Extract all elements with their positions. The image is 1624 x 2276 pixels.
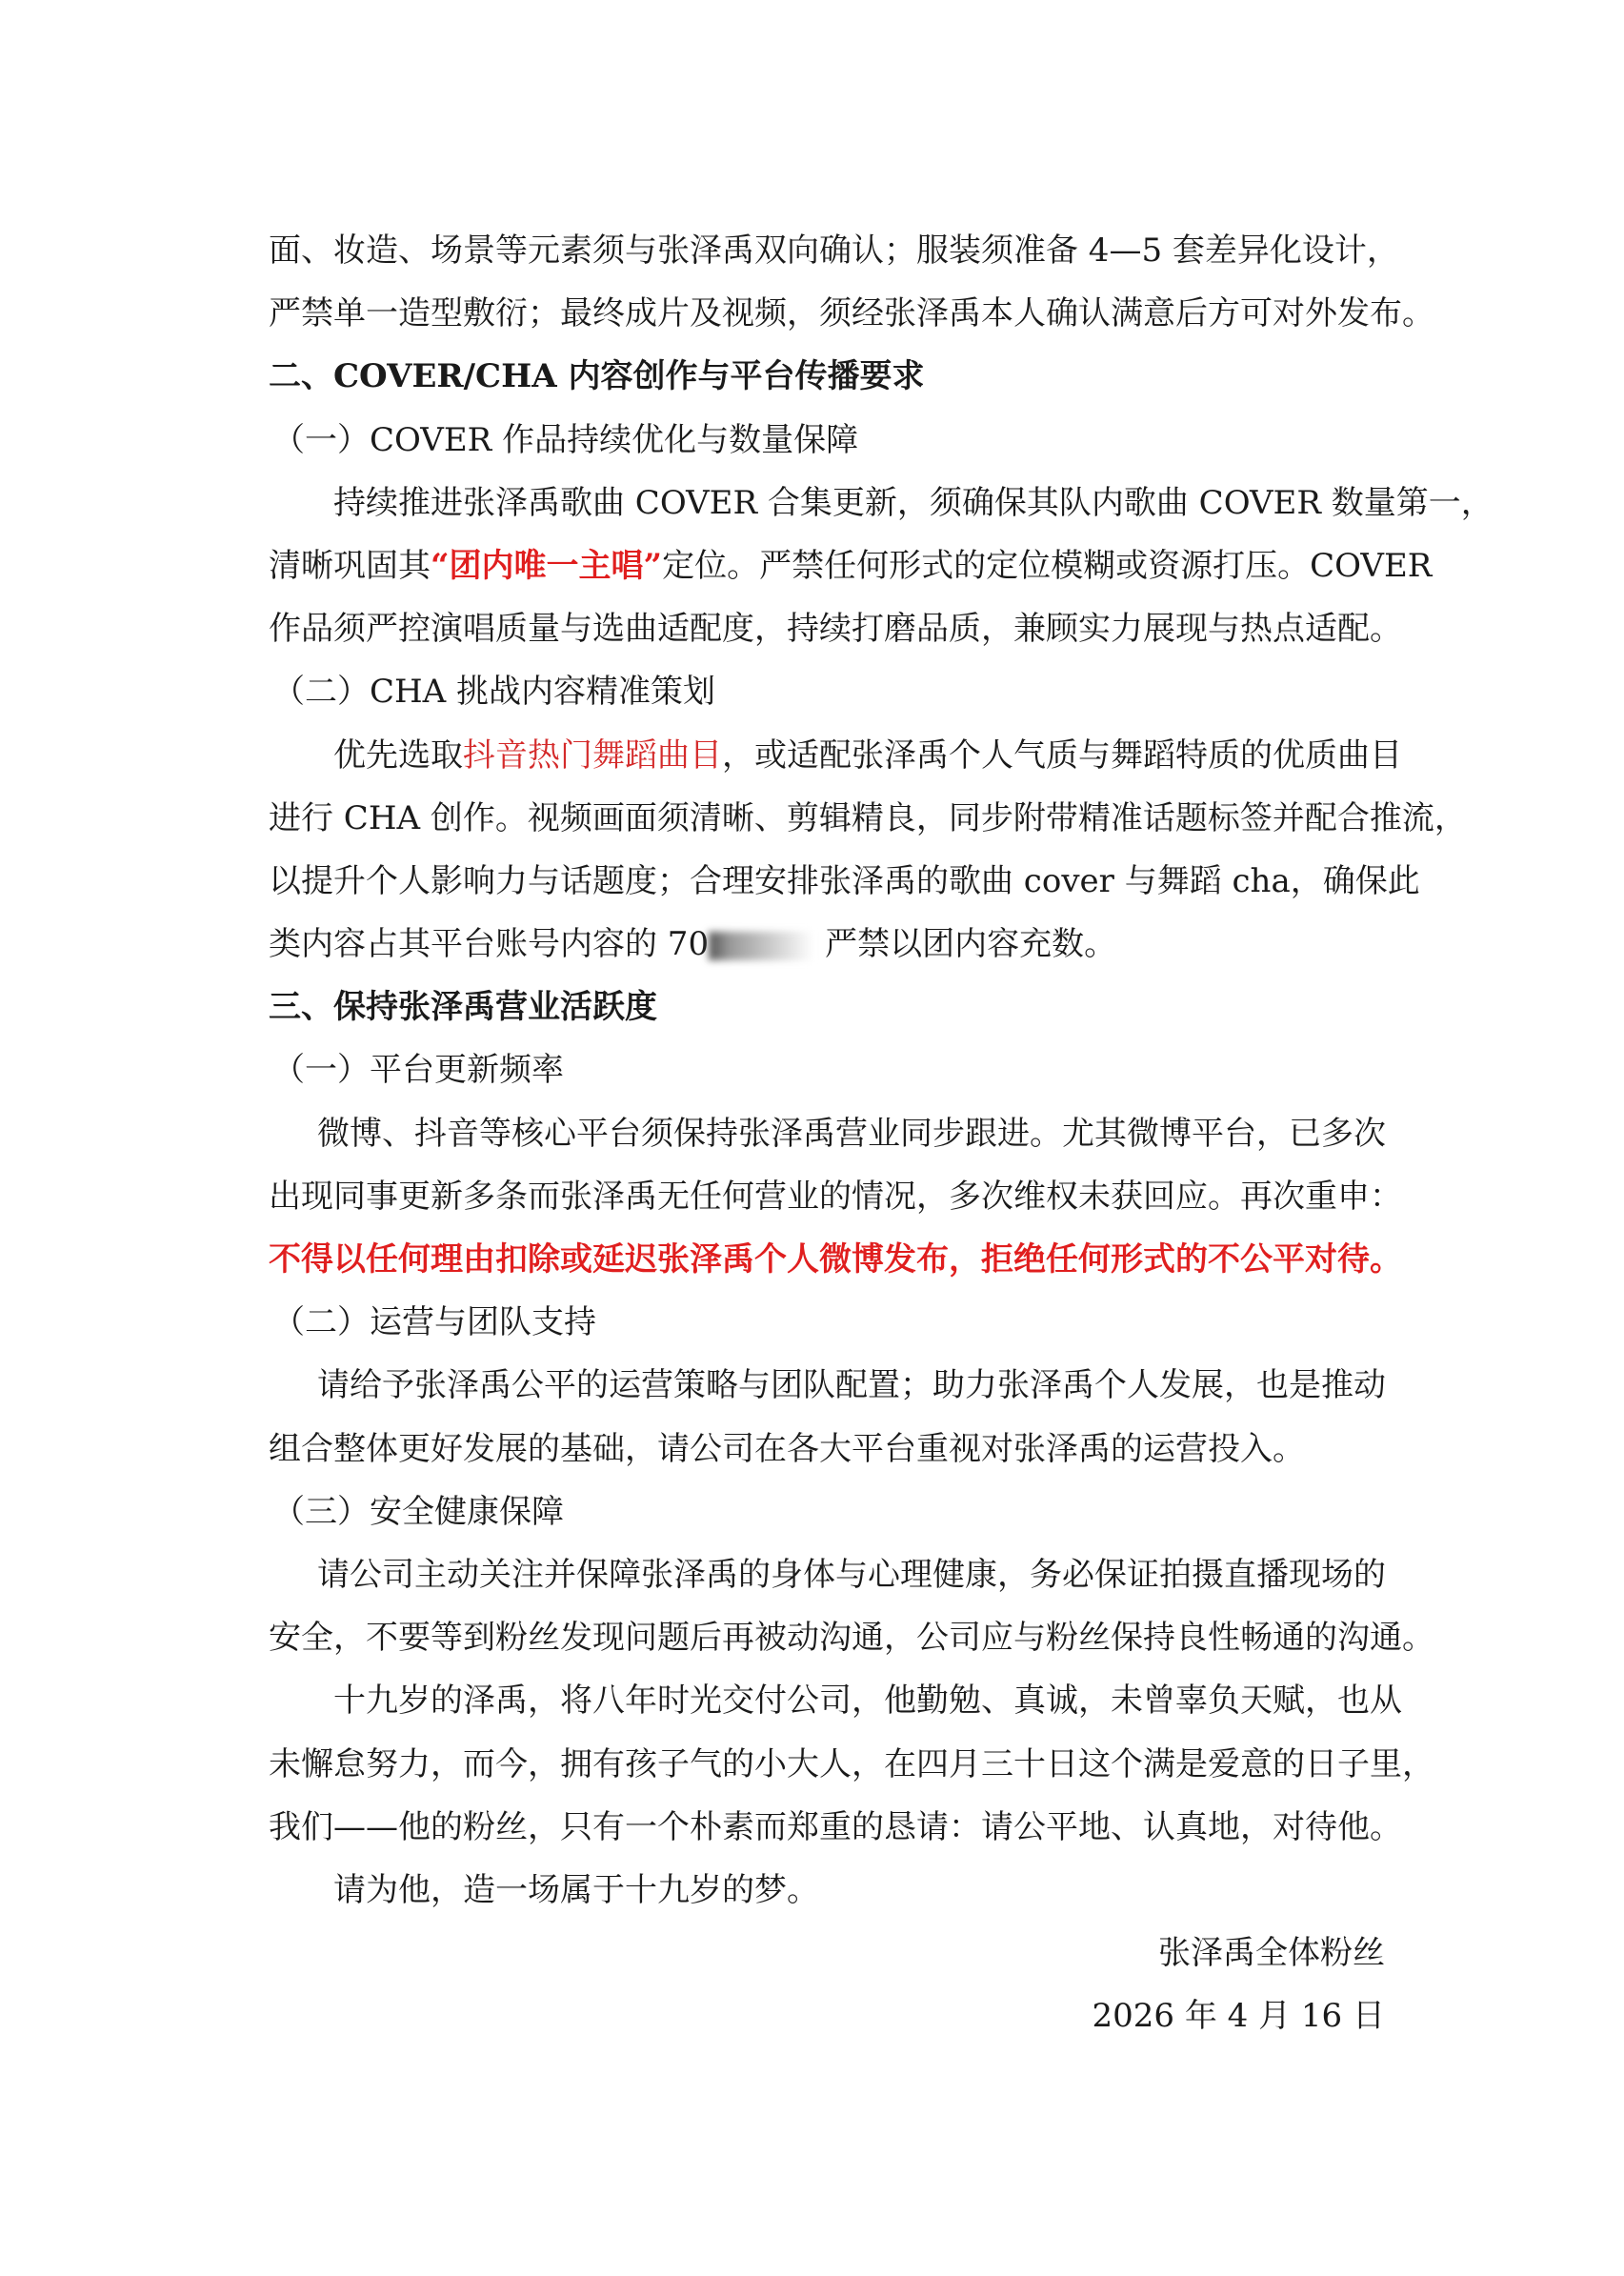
text-line xyxy=(269,1354,1385,1417)
text-line xyxy=(269,1796,1402,1859)
text-segment: 面、妆造、场景等元素须与张泽禹双向确认；服装须准备 4—5 套差异化设计， xyxy=(269,232,1399,270)
text-line xyxy=(269,1165,1402,1228)
subsection-heading xyxy=(269,409,1385,472)
text-segment: 进行 CHA 创作。视频画面须清晰、剪辑精良，同步附带精准话题标签并配合推流， xyxy=(269,798,1467,837)
text-segment: 请为他，造一场属于十九岁的梦。 xyxy=(333,1870,819,1909)
letter-document xyxy=(269,219,1494,2047)
text-line xyxy=(269,282,1434,345)
text-line xyxy=(269,597,1402,660)
text-line xyxy=(269,1228,1402,1291)
text-segment: 2026 年 4 月 16 日 xyxy=(1092,1997,1385,2036)
highlighted-text: 抖音热门舞蹈曲目 xyxy=(463,735,722,775)
text-segment: 作品须严控演唱质量与选曲适配度，持续打磨品质，兼顾实力展现与热点适配。 xyxy=(269,610,1402,649)
text-segment: 清晰巩固其 xyxy=(269,546,431,585)
text-line xyxy=(269,1606,1434,1669)
text-segment: 组合整体更好发展的基础，请公司在各大平台重视对张泽禹的运营投入。 xyxy=(269,1429,1305,1468)
text-line xyxy=(269,1669,1402,1732)
text-segment: 请给予张泽禹公平的运营策略与团队配置；助力张泽禹个人发展，也是推动 xyxy=(317,1366,1386,1405)
signature-line xyxy=(269,1984,1385,2047)
text-line xyxy=(269,1418,1385,1480)
text-segment: （二）运营与团队支持 xyxy=(272,1303,596,1342)
text-segment: 二、COVER/CHA 内容创作与平台传播要求 xyxy=(269,357,925,396)
signature-line xyxy=(269,1922,1385,1984)
subsection-heading xyxy=(269,1480,1385,1543)
text-segment: 严禁单一造型敷衍；最终成片及视频，须经张泽禹本人确认满意后方可对外发布。 xyxy=(269,294,1434,333)
text-segment: 优先选取 xyxy=(333,735,463,775)
text-segment: 未懈怠努力，而今，拥有孩子气的小大人，在四月三十日这个满是爱意的日子里， xyxy=(269,1744,1434,1783)
text-segment: 三、保持张泽禹营业活跃度 xyxy=(269,988,657,1027)
redacted-blur xyxy=(709,932,813,960)
text-segment: （二）CHA 挑战内容精准策划 xyxy=(272,673,716,712)
highlighted-text: 不得以任何理由扣除或延迟张泽禹个人微博发布，拒绝任何形式的不公平对待。 xyxy=(269,1240,1402,1279)
text-line xyxy=(269,850,1420,913)
text-segment: 十九岁的泽禹，将八年时光交付公司，他勤勉、真诚，未曾辜负天赋，也从 xyxy=(333,1682,1402,1721)
text-line xyxy=(269,1859,1385,1922)
text-line xyxy=(269,534,1433,597)
text-segment: （一）COVER 作品持续优化与数量保障 xyxy=(272,420,859,459)
text-line xyxy=(269,913,1385,976)
text-segment: 张泽禹全体粉丝 xyxy=(1158,1934,1385,1973)
text-segment: 严禁以团内容充数。 xyxy=(825,925,1117,964)
section-heading xyxy=(269,345,1385,408)
text-segment: 出现同事更新多条而张泽禹无任何营业的情况，多次维权未获回应。再次重申： xyxy=(269,1177,1402,1216)
text-segment: 安全，不要等到粉丝发现问题后再被动沟通，公司应与粉丝保持良性畅通的沟通。 xyxy=(269,1619,1434,1658)
text-segment: 我们——他的粉丝，只有一个朴素而郑重的恳请：请公平地、认真地，对待他。 xyxy=(269,1807,1402,1846)
text-segment: 请公司主动关注并保障张泽禹的身体与心理健康，务必保证拍摄直播现场的 xyxy=(317,1555,1386,1594)
highlighted-text: “团内唯一主唱” xyxy=(431,546,663,585)
text-segment: 以提升个人影响力与话题度；合理安排张泽禹的歌曲 cover 与舞蹈 cha，确保此 xyxy=(269,861,1420,900)
text-segment: 微博、抖音等核心平台须保持张泽禹营业同步跟进。尤其微博平台，已多次 xyxy=(317,1114,1386,1153)
text-line xyxy=(269,724,1402,787)
text-line xyxy=(269,1733,1434,1796)
text-line xyxy=(269,1102,1385,1165)
section-heading xyxy=(269,976,1385,1038)
text-line xyxy=(269,472,1494,534)
text-line xyxy=(269,787,1467,850)
text-line xyxy=(269,1543,1385,1606)
text-segment: 持续推进张泽禹歌曲 COVER 合集更新，须确保其队内歌曲 COVER 数量第一， xyxy=(333,483,1494,522)
subsection-heading xyxy=(269,1038,1385,1101)
text-segment: （一）平台更新频率 xyxy=(272,1051,564,1090)
subsection-heading xyxy=(269,1291,1385,1354)
text-segment: 定位。严禁任何形式的定位模糊或资源打压。COVER xyxy=(662,546,1433,585)
subsection-heading xyxy=(269,660,1385,723)
text-segment: 类内容占其平台账号内容的 70 xyxy=(269,925,710,964)
text-line xyxy=(269,219,1399,282)
text-segment: （三）安全健康保障 xyxy=(272,1492,564,1531)
text-segment: ，或适配张泽禹个人气质与舞蹈特质的优质曲目 xyxy=(722,735,1402,775)
